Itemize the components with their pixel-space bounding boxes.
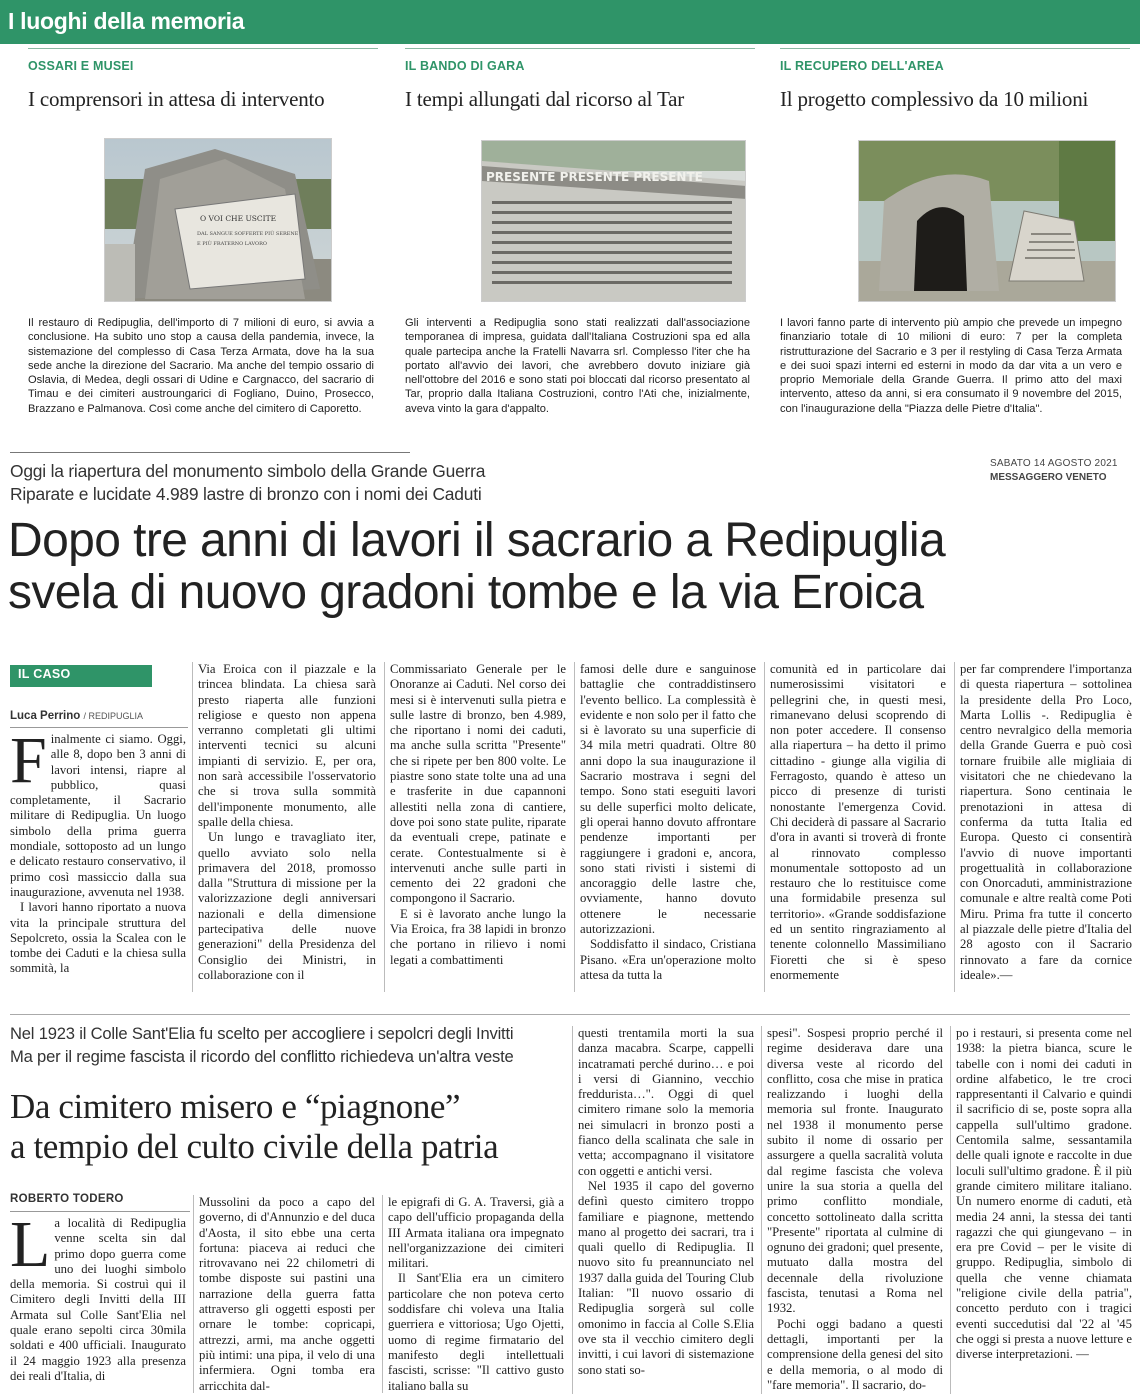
kicker-rule	[780, 48, 1130, 49]
second-column-4	[578, 1026, 754, 1394]
column-rule	[761, 1026, 762, 1394]
top-headline: Il progetto complessivo da 10 milioni	[780, 87, 1089, 111]
main-headline	[8, 515, 1133, 619]
paragraph: le epigrafi di G. A. Traversi, già a capo dell'ufficio propaganda della III Armata italiana ora impegnato nell'organizzazione dei cimiteri militari.	[388, 1195, 564, 1271]
main-column-6	[960, 662, 1132, 994]
svg-text:E PIÙ FRATERNO LAVORO: E PIÙ FRATERNO LAVORO	[197, 241, 267, 247]
paragraph: Il Sant'Elia era un cimitero particolare che non poteva certo soddisfare chi voleva una Italia guerriera e vittoriosa; Ugo Ojetti, uomo di regime firmatario del manifesto degli intellettuali fascisti, scrisse: "Il cattivo gusto italiano balla su	[388, 1271, 564, 1393]
photo-inscription: PRESENTE PRESENTE PRESENTE	[486, 170, 703, 184]
main-byline	[10, 710, 143, 722]
main-column-1	[10, 732, 186, 994]
top-column-2	[405, 48, 755, 112]
paragraph: Nel 1935 il capo del governo definì questo cimitero troppo familiare e piagnone, mettendo mano al progetto dei sacrari, tra i quali quello di Redipuglia. Il nuovo sito fu preannunciato nel 1937 dalla guida del Touring Club Italian: "Il nuovo ossario di Redipuglia sorgerà sul colle omonimo in faccia al Colle S.Elia ove sta il vecchio cimitero degli invitti, i cui lavori di sistemazione sono stati so-	[578, 1178, 754, 1377]
main-column-4	[580, 662, 756, 994]
drop-cap: F	[10, 732, 47, 797]
column-rule	[382, 1195, 383, 1393]
paragraph: Mussolini da poco a capo del governo, di d'Annunzio e del duca d'Aosta, il sito ebbe una certa fortuna: piaceva ai reduci che ritrovavano nei 22 chilometri di tombe disposte sui pastini una narrazione della guerra fatta attraverso gli oggetti esposti per ornare le tombe: copricapi, attrezzi, armi, ma anche oggetti più intimi: una pipa, il velo di una infermiera. Ogni tomba era arricchita dal-	[199, 1195, 375, 1393]
section-title: I luoghi della memoria	[8, 8, 245, 34]
dateline-paper: MESSAGGERO VENETO	[990, 472, 1107, 483]
second-column-6	[956, 1026, 1132, 1394]
paragraph: Pochi oggi badano a questi dettagli, importanti per la comprensione della genesi del sito e della memoria, o al modo di "fare memoria". Il sacrario, do-	[767, 1316, 943, 1392]
second-column-1	[10, 1216, 186, 1394]
stone-monument-photo	[104, 138, 332, 302]
paragraph: E si è lavorato anche lungo la Via Eroica, fra 38 lapidi in bronzo che portano in rilievo i nomi legati a combattimenti	[390, 906, 566, 967]
trench-entrance-photo	[858, 140, 1116, 302]
second-byline: ROBERTO TODERO	[10, 1193, 124, 1205]
column-rule	[954, 662, 955, 992]
second-headline-line-1: Da cimitero misero e “piagnone”	[10, 1087, 461, 1126]
paragraph: questi trentamila morti la sua danza macabra. Scarpe, cappelli incatramati perché durino… e poi i versi di Giannino, vecchio freddurista…". Oggi di quel cimitero rimane solo la memoria nei simulacri in bronzo posti a fianco della scalinata che sale in vetta; accompagnano il visitatore con oggetti e antichi versi.	[578, 1026, 754, 1178]
main-headline-line-1: Dopo tre anni di lavori il sacrario a Redipuglia	[8, 514, 946, 567]
bottom-story-rule	[10, 1014, 1130, 1015]
paragraph: I lavori hanno riportato a nuova vita la principale struttura del Sepolcreto, ossia la Scalea con le tombe dei Caduti e la chiesa sulla sommità, la	[10, 900, 186, 976]
drop-cap: L	[10, 1216, 51, 1281]
column-rule	[572, 1026, 573, 1394]
svg-text:DAL SANGUE SOFFERTE PIÙ SERENE: DAL SANGUE SOFFERTE PIÙ SERENE	[197, 231, 299, 237]
kicker-rule	[405, 48, 755, 49]
second-column-5	[767, 1026, 943, 1394]
story-top-rule	[10, 452, 410, 453]
paragraph: Via Eroica con il piazzale e la trincea blindata. La chiesa sarà presto riaperta alle funzioni religiose e questo non appena verranno completati gli ultimi interventi tecnici su alcuni impianti di servizio. E, per ora, non sarà accessibile l'osservatorio che si trova sulla sommità dell'imponente monumento, alle spalle della chiesa.	[198, 662, 376, 829]
kicker-rule	[28, 48, 378, 49]
paragraph: po i restauri, si presenta come nel 1938: la pietra bianca, scure le tabelle con i nomi dei caduti in ordine alfabetico, le tre croci rappresentanti il Calvario e quindi il sacrificio di se, poste sopra alla cappella sull'ultimo gradone. Centomila salme, sessantamila delle quali ignote e raccolte in due loculi sull'ultimo gradone. È il più grande cimitero militare italiano. Un numero enorme di caduti, età media 24 anni, la stessa dei tanti ragazzi che qui giungevano – in era pre Covid – per le visite di gruppo. Redipuglia, simbolo di quella che venne chiamata "religione civile della patria", concetto perduto con i tragici eventi succedutisi dal '22 al '45 che oggi si presta a nuove letture e diverse interpretazioni. —	[956, 1026, 1132, 1362]
paragraph: Un lungo e travagliato iter, quello avviato solo nella primavera del 2018, promosso dalla "Struttura di missione per la valorizzazione degli anniversari nazionali e della dimensione partecipativa delle nuove generazioni" della Presidenza del Consiglio dei Ministri, in collaborazione con il	[198, 830, 376, 982]
kicker: IL RECUPERO DELL'AREA	[780, 59, 944, 73]
second-column-2	[199, 1195, 375, 1394]
paragraph: Commissariato Generale per le Onoranze ai Caduti. Nel corso dei mesi si è intervenuti sulla pietra e sulle lastre di bronzo, ben 4.989, che riportano i nomi dei caduti, ma anche sulla scritta "Presente" che si ripete per ben 800 volte. Le piastre sono state tolte una ad una e trasferite in due capannoni allestiti nella zona di cantiere, dove poi sono state pulite, riparate da eventuali crepe, patinate e cerate. Contestualmente si è intervenuti anche sulle parti in cemento dei 22 gradoni che compongono il Sacrario.	[390, 662, 566, 906]
second-subhead-2: Ma per il regime fascista il ricordo del conflitto richiedeva un'altra veste	[10, 1047, 514, 1066]
column-rule	[764, 662, 765, 992]
top-headline: I comprensori in attesa di intervento	[28, 87, 325, 111]
paragraph: comunità ed in particolare dai numerosissimi visitatori e pellegrini che, in questi mesi, rimanevano delusi scoprendo di non poter accedere. Il consenso alla riapertura – ha detto il primo cittadino - giunge alla vigilia di Ferragosto, quando è atteso un picco di presenze di turisti nonostante l'emergenza Covid. Chi deciderà di passare al Sacrario d'ora in avanti si troverà di fronte al rinnovato complesso monumentale sottoposto ad un restauro che lo restituisce come una formidabile presenza sul territorio». «Grande soddisfazione ed un sentito ringraziamento al tenente colonnello Massimiliano Fioretti che si è speso enormemente	[770, 662, 946, 982]
dateline-date: SABATO 14 AGOSTO 2021	[990, 458, 1118, 469]
second-subhead-1: Nel 1923 il Colle Sant'Elia fu scelto per accogliere i sepolcri degli Invitti	[10, 1024, 514, 1043]
second-column-3	[388, 1195, 564, 1394]
paragraph: inalmente ci siamo. Oggi, alle 8, dopo ben 3 anni di lavori intensi, riapre al pubblico, quasi completamente, il Sacrario militare di Redipuglia. Un luogo simbolo della prima guerra mondiale, sottoposto ad un lungo e delicato restauro conservativo, il primo così massiccio dalla sua inaugurazione, avvenuta nel 1938.	[10, 732, 186, 899]
paragraph: a località di Redipuglia venne scelta sin dal primo dopo guerra come uno dei luoghi simbolo della memoria. Si costruì qui il Cimitero degli Invitti della III Armata sul Colle Sant'Elia nel quale erano sepolti circa 30mila soldati e 400 ufficiali. Inaugurato il 24 maggio 1923 alla presenza dei reali d'Italia, di	[10, 1216, 186, 1383]
top-column-3	[780, 48, 1130, 112]
kicker: IL BANDO DI GARA	[405, 59, 525, 73]
paragraph: per far comprendere l'importanza di questa riapertura – sottolinea la presidente della Pro Loco, Marta Lollis -. Redipuglia è centro nevralgico della memoria della Grande Guerra e può così tornare fruibile alle migliaia di visitatori che ne chiedevano la riapertura. Sono centinaia le prenotazioni in attesa di conferma da tutta Italia ed Europa. Questo ci consentirà l'avvio di nuove importanti progettualità in collaborazione con Onorcaduti, amministrazione comunale e altre realtà come Poti Miru. Prima fra tutte il concerto al piazzale delle pietre d'Italia del 28 agosto con il Sacrario rinnovato a fare da cornice ideale».—	[960, 662, 1132, 982]
byline-rule	[10, 1211, 190, 1212]
tag-label: IL CASO	[18, 667, 71, 681]
paragraph: spesi". Sospesi proprio perché il regime desiderava dare una diversa veste al ricordo del conflitto, cosa che mise in pratica realizzando i luoghi della memoria sul fronte. Inaugurato nel 1938 il monumento perse subito il nome di ossario per assurgere a quella sacralità voluta dal regime fascista che voleva unire la sua storia a quella del primo conflitto mondiale, concetto sottolineato dalla scritta "Presente" riportata al culmine di ognuno dei gradoni; quel presente, mutuato dalla mostra del decennale della rivoluzione fascista, tenutasi a Roma nel 1932.	[767, 1026, 943, 1316]
second-headline-line-2: a tempio del culto civile della patria	[10, 1127, 499, 1166]
column-rule	[193, 1195, 194, 1393]
paragraph: famosi delle dure e sanguinose battaglie che contraddistinsero l'evento bellico. La complessità è evidente e non solo per il fatto che si è lavorato su una superficie di 34 mila metri quadrati. Oltre 80 anni dopo la sua inaugurazione il Sacrario mostrava i segni del tempo. Sono stati eseguiti lavori su delle superfici molto delicate, gli operai hanno dovuto affrontare pendenze importanti per raggiungere i gradoni e, ancora, sono stati rivisti i sistemi di ancoraggio delle lastre che, ovviamente, hanno dovuto ottenere le necessarie autorizzazioni.	[580, 662, 756, 937]
main-column-3	[390, 662, 566, 994]
main-column-2	[198, 662, 376, 994]
main-subhead-2: Riparate e lucidate 4.989 lastre di bronzo con i nomi dei Caduti	[10, 484, 482, 504]
main-headline-line-2: svela di nuovo gradoni tombe e la via Eroica	[8, 566, 924, 619]
second-headline	[10, 1087, 570, 1167]
top-headline: I tempi allungati dal ricorso al Tar	[405, 87, 685, 111]
main-subhead-1: Oggi la riapertura del monumento simbolo della Grande Guerra	[10, 461, 486, 481]
top-body-1: Il restauro di Redipuglia, dell'importo di 7 milioni di euro, si avvia a conclusione. Ha subito uno stop a causa della pandemia, invece, la sistemazione del complesso di Casa Terza Armata, dove ha la sua sede anche la direzione del Sacrario. Ma anche del tempio ossario di Oslavia, di Medea, degli ossari di Udine e Cargnacco, del sacrario di Timau e dei cimiteri austroungarici di Fogliano, Duino, Prosecco, Brazzano e Palmanova. Così come anche del cimitero di Caporetto.	[28, 317, 374, 415]
column-rule	[574, 662, 575, 992]
top-body-3: I lavori fanno parte di intervento più ampio che prevede un impegno finanziario totale di 10 milioni di euro: 7 per la completa ristrutturazione del Sacrario e 3 per il restyling di Casa Terza Armata e dei suoi spazi interni ed esterni in modo da dar vita a un vero e proprio Memoriale della Grande Guerra. Il primo atto del maxi intervento, atteso da anni, si era consumato il 9 novembre del 2015, con l'inaugurazione della "Piazza delle Pietre d'Italia".	[780, 317, 1122, 415]
main-column-5	[770, 662, 946, 994]
photo-inscription: O VOI CHE USCITE	[200, 214, 277, 223]
column-rule	[192, 662, 193, 992]
column-rule	[384, 662, 385, 992]
kicker: OSSARI E MUSEI	[28, 59, 134, 73]
author-name: Luca Perrino	[10, 710, 81, 722]
column-rule	[950, 1026, 951, 1394]
top-column-1	[28, 48, 378, 112]
steps-inscription-photo	[481, 140, 746, 302]
author-location: / REDIPUGLIA	[83, 711, 144, 721]
paragraph: Soddisfatto il sindaco, Cristiana Pisano. «Era un'operazione molto attesa da tutta la	[580, 937, 756, 982]
byline-rule	[10, 727, 188, 728]
top-body-2: Gli interventi a Redipuglia sono stati realizzati dall'associazione temporanea di impresa, guidata dall'Italiana Costruzioni spa ed alla quale partecipa anche la Fratelli Navarra srl. Complesso l'iter che ha portato all'avvio dei lavori, che avrebbero dovuto iniziare già nell'ottobre del 2016 e sono stati poi bloccati dal ricorso presentato al Tar, proprio dalla Italiana Costruzioni, contro l'Ati che, inizialmente, aveva vinto la gara d'appalto.	[405, 317, 750, 415]
